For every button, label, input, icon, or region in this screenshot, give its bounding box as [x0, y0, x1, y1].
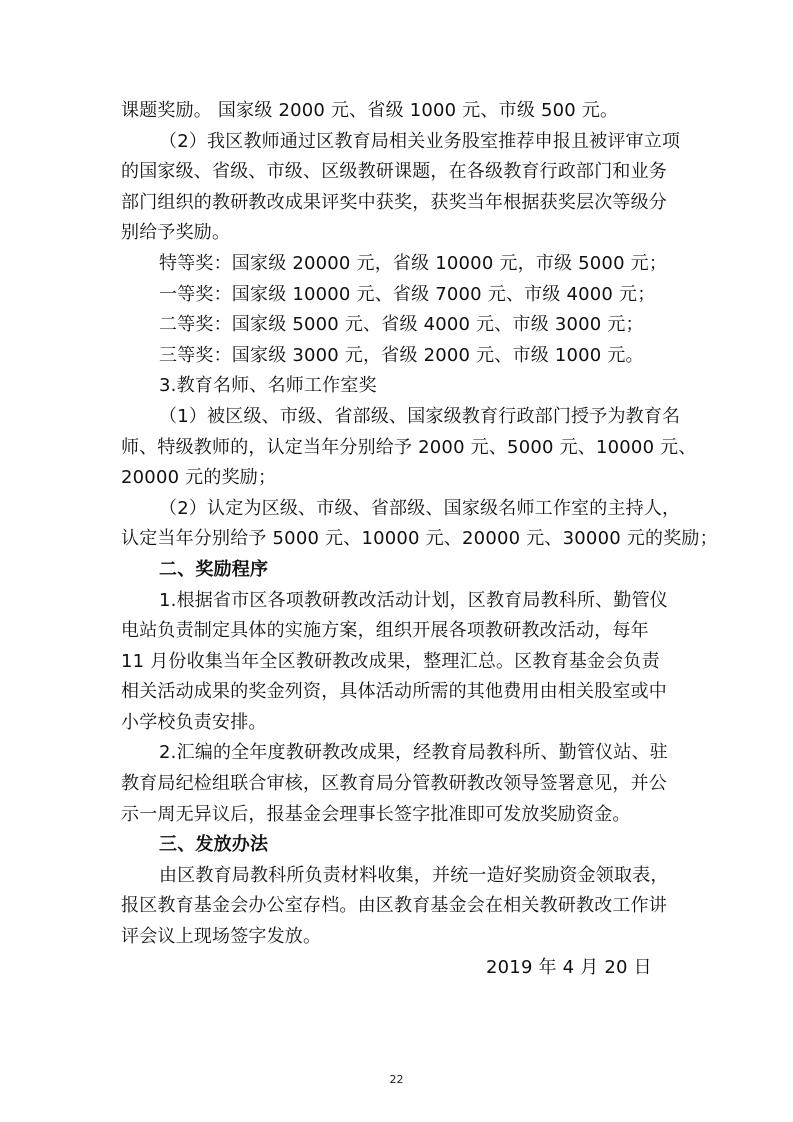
paragraph-first-line: （2）我区教师通过区教育局相关业务股室推荐申报且被评审立项 [159, 130, 681, 152]
text-line: 认定当年分别给予 5000 元、10000 元、20000 元、30000 元的奖励； [121, 528, 718, 550]
document-body [121, 96, 718, 983]
section-heading-procedure: 二、奖励程序 [159, 558, 269, 580]
award-tier-special: 特等奖：国家级 20000 元，省级 10000 元，市级 5000 元； [159, 252, 668, 274]
text-line: 部门组织的教研教改成果评奖中获奖，获奖当年根据获奖层次等级分 [121, 191, 667, 213]
text-line: 20000 元的奖励； [121, 467, 277, 489]
text-line: 报区教育基金会办公室存档。由区教育基金会在相关教研教改工作讲 [121, 895, 667, 917]
paragraph-first-line: （1）被区级、市级、省部级、国家级教育行政部门授予为教育名 [159, 405, 681, 427]
award-tier-first: 一等奖：国家级 10000 元、省级 7000 元、市级 4000 元； [159, 283, 656, 305]
page-number: 22 [389, 1073, 404, 1086]
text-line: 师、特级教师的，认定当年分别给予 2000 元、5000 元、10000 元、 [121, 436, 697, 458]
text-line: 评会议上现场签字发放。 [121, 926, 322, 948]
paragraph-first-line: 2.汇编的全年度教研教改成果，经教育局教科所、勤管仪站、驻 [159, 742, 668, 764]
paragraph-first-line: （2）认定为区级、市级、省部级、国家级名师工作室的主持人， [159, 497, 681, 519]
subsection-title: 3.教育名师、名师工作室奖 [159, 375, 377, 397]
text-line: 教育局纪检组联合审核，区教育局分管教研教改领导签署意见，并公 [121, 773, 667, 795]
text-line: 示一周无异议后，报基金会理事长签字批准即可发放奖励资金。 [121, 803, 631, 825]
text-line: 相关活动成果的奖金列资，具体活动所需的其他费用由相关股室或中 [121, 681, 667, 703]
paragraph-first-line: 1.根据省市区各项教研教改活动计划，区教育局教科所、勤管仪 [159, 589, 668, 611]
text-line: 电站负责制定具体的实施方案，组织开展各项教研教改活动，每年 [121, 620, 649, 642]
text-line: 小学校负责安排。 [121, 711, 267, 733]
text-line: 的国家级、省级、市级、区级教研课题，在各级教育行政部门和业务 [121, 161, 667, 183]
award-tier-third: 三等奖：国家级 3000 元，省级 2000 元、市级 1000 元。 [159, 344, 644, 366]
text-line: 11 月份收集当年全区教研教改成果，整理汇总。区教育基金会负责 [121, 650, 660, 672]
paragraph-first-line: 由区教育局教科所负责材料收集，并统一造好奖励资金领取表， [159, 864, 669, 886]
section-heading-distribution: 三、发放办法 [159, 834, 269, 856]
award-tier-second: 二等奖：国家级 5000 元、省级 4000 元、市级 3000 元； [159, 314, 644, 336]
text-line: 课题奖励。 国家级 2000 元、省级 1000 元、市级 500 元。 [121, 100, 619, 121]
document-date: 2019 年 4 月 20 日 [486, 956, 652, 978]
text-line: 别给予奖励。 [121, 222, 231, 244]
